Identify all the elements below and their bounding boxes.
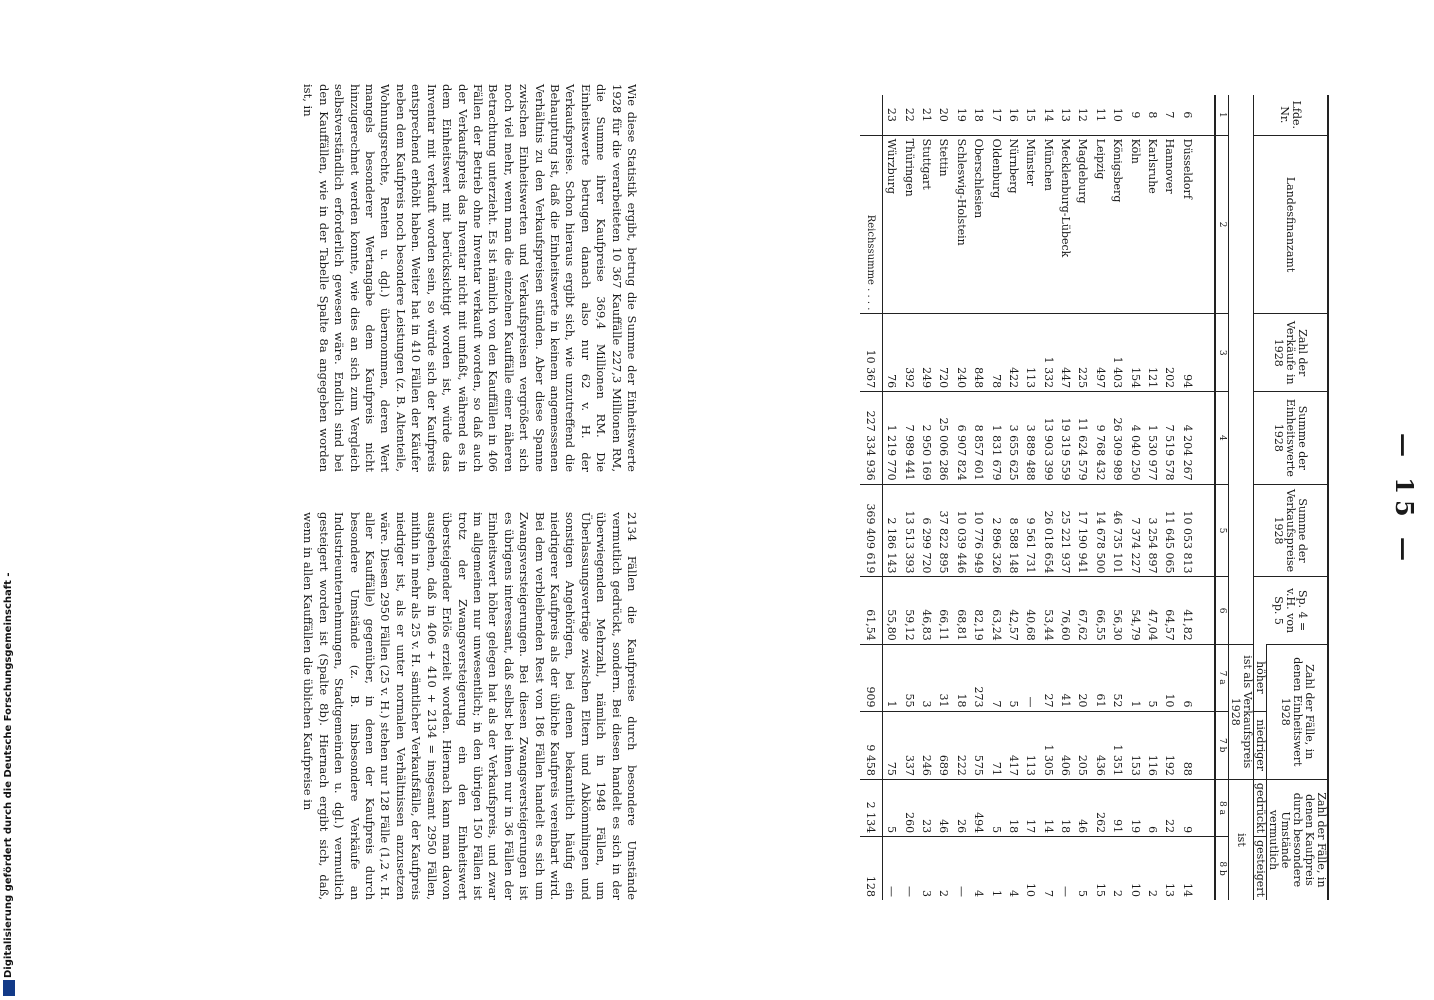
cell-c7b: 406 <box>1057 711 1074 779</box>
table-row <box>1109 95 1126 900</box>
cell-c5: 26 018 654 <box>1039 484 1056 577</box>
cell-c8b: 2 <box>1144 837 1161 900</box>
table-row <box>1074 95 1091 900</box>
cell-c5: 3 254 897 <box>1144 484 1161 577</box>
cell-c7a: 52 <box>1109 644 1126 711</box>
cell-c7b: 192 <box>1161 711 1178 779</box>
cell-c8b: 13 <box>1161 837 1178 900</box>
cell-nr: 6 <box>1180 111 1194 119</box>
cell-c4: 25 006 286 <box>935 392 952 485</box>
cell-c7a: 5 <box>1144 644 1161 711</box>
table-row <box>1144 95 1161 900</box>
header-nr: Lfde. Nr. <box>1254 95 1329 135</box>
cell-name: Magdeburg <box>1074 135 1091 314</box>
cell-c3: 76 <box>882 314 900 392</box>
table-row <box>882 95 900 900</box>
cell-c5: 17 190 941 <box>1074 484 1091 577</box>
cell-name: Karlsruhe <box>1144 135 1161 314</box>
header-zahl-faelle-kaufpreis: Zahl der Fälle, in denen Kaufpreis durch besondere Umstände vermutlich <box>1267 779 1329 900</box>
cell-name: Oberschlesien <box>970 135 987 314</box>
cell-c6: 47,04 <box>1144 577 1161 644</box>
cell-c4: 4 040 250 <box>1126 392 1143 485</box>
cell-nr: 11 <box>1093 107 1107 122</box>
cell-c3: 202 <box>1161 314 1178 392</box>
cell-c6: 82,19 <box>970 577 987 644</box>
cell-c7a: 20 <box>1074 644 1091 711</box>
cell-c8b: 15 <box>1092 837 1109 900</box>
cell-c7b: 113 <box>1022 711 1039 779</box>
cell-c7b: 689 <box>935 711 952 779</box>
sum-c5: 369 409 619 <box>860 484 883 577</box>
cell-c3: 848 <box>970 314 987 392</box>
sum-c3: 10 367 <box>860 314 883 392</box>
cell-c4: 13 903 399 <box>1039 392 1056 485</box>
sum-c7b: 9 458 <box>860 711 883 779</box>
cell-c4: 8 857 601 <box>970 392 987 485</box>
cell-c4: 1 530 977 <box>1144 392 1161 485</box>
cell-c8b: 7 <box>1039 837 1056 900</box>
cell-c8a: 262 <box>1092 779 1109 836</box>
table-row <box>987 95 1004 900</box>
cell-c7a: 273 <box>970 644 987 711</box>
cell-c8a: 91 <box>1109 779 1126 836</box>
header-prozent: Sp. 4 = v.H. von Sp. 5 <box>1254 577 1329 644</box>
cell-name: Stuttgart <box>918 135 935 314</box>
header-niedriger-label: niedriger <box>1254 719 1267 772</box>
table-row <box>918 95 935 900</box>
cell-name: Hannover <box>1161 135 1178 314</box>
cell-c6: 67,62 <box>1074 577 1091 644</box>
cell-name: Thüringen <box>900 135 917 314</box>
cell-name: Düsseldorf <box>1179 135 1215 314</box>
colnum-7a: 7 a <box>1215 644 1229 711</box>
colnum-7b: 7 b <box>1215 711 1229 779</box>
sum-label: Reichssumme . . . . <box>860 135 883 314</box>
cell-name: Münster <box>1022 135 1039 314</box>
cell-c7a: 31 <box>935 644 952 711</box>
cell-nr: 10 <box>1111 107 1125 122</box>
cell-name: Oldenburg <box>987 135 1004 314</box>
header-verkaufspreise: Summe der Verkaufspreise 1928 <box>1254 484 1329 577</box>
colnum-6: 6 <box>1215 577 1229 644</box>
cell-c8b: — <box>1057 837 1074 900</box>
cell-c7b: 153 <box>1126 711 1143 779</box>
cell-nr: 22 <box>902 107 916 122</box>
table-row <box>900 95 917 900</box>
colnum-1: 1 <box>1215 95 1229 135</box>
cell-c6: 54,79 <box>1126 577 1143 644</box>
cell-nr: 17 <box>989 107 1003 122</box>
cell-nr: 21 <box>919 107 933 122</box>
cell-c3: 121 <box>1144 314 1161 392</box>
footer-text: Digitalisierung gefördert durch die Deutsche Forschungsgemeinschaft - <box>3 572 14 978</box>
sum-c8b: 128 <box>860 837 883 900</box>
cell-c4: 4 204 267 <box>1179 392 1215 485</box>
table-row <box>1126 95 1143 900</box>
table-body <box>860 95 1215 900</box>
cell-nr: 14 <box>1041 107 1055 122</box>
cell-nr: 9 <box>1128 111 1142 119</box>
cell-c7a: 7 <box>987 644 1004 711</box>
cell-c6: 63,24 <box>987 577 1004 644</box>
cell-c7a: 27 <box>1039 644 1056 711</box>
cell-c8b: 5 <box>1074 837 1091 900</box>
cell-c7b: 71 <box>987 711 1004 779</box>
cell-c8a: 23 <box>918 779 935 836</box>
cell-c4: 9 768 432 <box>1092 392 1109 485</box>
cell-c7a: 1 <box>882 644 900 711</box>
cell-c7a: 61 <box>1092 644 1109 711</box>
cell-c4: 3 655 625 <box>1005 392 1022 485</box>
cell-c6: 76,60 <box>1057 577 1074 644</box>
table-row <box>1161 95 1178 900</box>
cell-c3: 422 <box>1005 314 1022 392</box>
colnum-8a: 8 a <box>1215 779 1229 836</box>
sum-c7a: 909 <box>860 644 883 711</box>
cell-c3: 497 <box>1092 314 1109 392</box>
header-zahl-faelle-einheitswert: Zahl der Fälle, in denen Einheitswert 1928 <box>1267 644 1329 779</box>
cell-c8a: 14 <box>1039 779 1056 836</box>
cell-c8a: 46 <box>935 779 952 836</box>
cell-c3: 94 <box>1179 314 1215 392</box>
cell-c3: 78 <box>987 314 1004 392</box>
cell-c5: 6 299 720 <box>918 484 935 577</box>
cell-c4: 19 319 559 <box>1057 392 1074 485</box>
cell-c8a: 9 <box>1179 779 1215 836</box>
cell-c7b: 246 <box>918 711 935 779</box>
header-gesteigert-label: gesteigert <box>1254 840 1267 897</box>
cell-c5: 9 561 731 <box>1022 484 1039 577</box>
cell-c8b: — <box>953 837 970 900</box>
sum-c8a: 2 134 <box>860 779 883 836</box>
colnum-3: 3 <box>1215 314 1229 392</box>
cell-c7b: 337 <box>900 711 917 779</box>
cell-c5: 14 678 500 <box>1092 484 1109 577</box>
digitization-footer <box>2 572 16 998</box>
cell-c8a: 6 <box>1144 779 1161 836</box>
cell-c4: 1 831 679 <box>987 392 1004 485</box>
cell-c7b: 116 <box>1144 711 1161 779</box>
cell-c7a: 41 <box>1057 644 1074 711</box>
cell-name: Köln <box>1126 135 1143 314</box>
header-landesfinanzamt: Landesfinanzamt <box>1254 135 1329 314</box>
cell-c7b: 1 351 <box>1109 711 1126 779</box>
cell-c4: 7 989 441 <box>900 392 917 485</box>
cell-c5: 37 822 895 <box>935 484 952 577</box>
cell-c8a: 18 <box>1057 779 1074 836</box>
text-column-right: 2134 Fällen die Kaufpreise durch besondere Umstände vermutlich gedrückt, sondern. Bei diesen handelt es sich in der überwiegenden Mehrzahl, nämlich in 1948 Fällen, um Überlassungsverträge zwischen Eltern und Abkömmlingen und sonstigen Angehörigen, bei denen bekanntlich häufig ein niedrigerer Kaufpreis als der übliche Kaufpreis vereinbart wird. Bei dem verbleibenden Rest von 186 Fällen handelt es sich um Zwangsversteigerungen. Bei diesen Zwangsversteigerungen ist es übrigens interessant, daß selbst bei ihnen nur in 36 Fällen der Einheitswert höher gelegen hat als der Verkaufspreis, und zwar im allgemeinen nur unwesentlich; in den übrigen 150 Fällen ist trotz der Zwangsversteigerung ein den Einheitswert übersteigender Erlös erzielt worden. Hiernach kann man davon ausgehen, daß in 406 + 410 + 2134 = insgesamt 2950 Fällen, mithin in mehr als 25 v. H. sämtlicher Verkaufsfälle, der Kaufpreis niedriger ist, als er unter normalen Verhältnissen anzusetzen wäre. Diesen 2950 Fällen (25 v. H.) stehen nur 128 Fälle (1,2 v. H. aller Kauffälle) gegenüber, in denen der Kaufpreis durch besondere Umstände (z. B. insbesondere Verkäufe an Industrieunternehmungen, Stadtgemeinden u. dgl.) vermutlich gesteigert worden ist (Spalte 8b). Hiernach ergibt sich, daß, wenn in allen Kauffällen die üblichen Kaufpreise in <box>301 512 639 900</box>
cell-c3: 225 <box>1074 314 1091 392</box>
colnum-2: 2 <box>1215 135 1229 314</box>
dfg-logo-icon <box>3 980 15 996</box>
table-row <box>970 95 987 900</box>
table-row <box>1039 95 1056 900</box>
cell-c8b: — <box>900 837 917 900</box>
table-row <box>1179 95 1215 900</box>
cell-c5: 10 053 813 <box>1179 484 1215 577</box>
table-row <box>935 95 952 900</box>
cell-name: Nürnberg <box>1005 135 1022 314</box>
cell-c6: 55,80 <box>882 577 900 644</box>
cell-c8b: 10 <box>1022 837 1039 900</box>
cell-name: Königsberg <box>1109 135 1126 314</box>
header-ist: ist <box>1229 779 1254 900</box>
cell-c4: 1 219 770 <box>882 392 900 485</box>
cell-c4: 26 309 989 <box>1109 392 1126 485</box>
cell-c8a: 5 <box>882 779 900 836</box>
cell-nr: 20 <box>937 107 951 122</box>
table-row <box>1092 95 1109 900</box>
header-zahl-verkaeufe: Zahl der Verkäufe in 1928 <box>1254 314 1329 392</box>
cell-nr: 8 <box>1146 111 1160 119</box>
cell-c7a: 3 <box>918 644 935 711</box>
cell-c8b: — <box>882 837 900 900</box>
cell-c3: 154 <box>1126 314 1143 392</box>
cell-c8a: 19 <box>1126 779 1143 836</box>
cell-c8a: 22 <box>1161 779 1178 836</box>
statistics-table <box>860 95 1329 900</box>
cell-c4: 11 624 579 <box>1074 392 1091 485</box>
cell-c4: 7 519 578 <box>1161 392 1178 485</box>
cell-c6: 66,55 <box>1092 577 1109 644</box>
header-niedriger <box>1254 711 1267 779</box>
sum-row <box>860 95 883 900</box>
cell-c4: 3 889 488 <box>1022 392 1039 485</box>
cell-c7b: 417 <box>1005 711 1022 779</box>
cell-c8b: 2 <box>935 837 952 900</box>
cell-c6: 59,12 <box>900 577 917 644</box>
cell-c8a: 18 <box>1005 779 1022 836</box>
cell-name: Stettin <box>935 135 952 314</box>
cell-c5: 13 513 393 <box>900 484 917 577</box>
sum-c4: 227 334 936 <box>860 392 883 485</box>
cell-c8b: 2 <box>1109 837 1126 900</box>
cell-c7b: 75 <box>882 711 900 779</box>
cell-c3: 392 <box>900 314 917 392</box>
cell-nr: 7 <box>1163 111 1177 119</box>
cell-c6: 56,30 <box>1109 577 1126 644</box>
cell-c3: 113 <box>1022 314 1039 392</box>
cell-c5: 11 645 065 <box>1161 484 1178 577</box>
cell-c8a: 46 <box>1074 779 1091 836</box>
cell-c6: 66,11 <box>935 577 952 644</box>
cell-nr: 12 <box>1076 107 1090 122</box>
cell-c8a: 260 <box>900 779 917 836</box>
cell-c8b: 10 <box>1126 837 1143 900</box>
cell-c6: 42,57 <box>1005 577 1022 644</box>
cell-c5: 10 776 949 <box>970 484 987 577</box>
cell-c5: 46 735 101 <box>1109 484 1126 577</box>
cell-c6: 46,83 <box>918 577 935 644</box>
cell-nr: 23 <box>885 107 899 122</box>
cell-c5: 8 588 148 <box>1005 484 1022 577</box>
cell-c6: 68,81 <box>953 577 970 644</box>
table-row <box>1057 95 1074 900</box>
cell-c7b: 205 <box>1074 711 1091 779</box>
cell-c7b: 1 305 <box>1039 711 1056 779</box>
cell-c8b: 1 <box>987 837 1004 900</box>
cell-c7a: 6 <box>1179 644 1215 711</box>
cell-c7a: — <box>1022 644 1039 711</box>
cell-c3: 240 <box>953 314 970 392</box>
cell-c7a: 1 <box>1126 644 1143 711</box>
cell-nr: 15 <box>1024 107 1038 122</box>
cell-c6: 64,57 <box>1161 577 1178 644</box>
cell-c7b: 88 <box>1179 711 1215 779</box>
cell-c5: 10 039 446 <box>953 484 970 577</box>
cell-c8a: 5 <box>987 779 1004 836</box>
cell-nr: 13 <box>1059 107 1073 122</box>
cell-c6: 53,44 <box>1039 577 1056 644</box>
cell-c3: 720 <box>935 314 952 392</box>
cell-c7a: 5 <box>1005 644 1022 711</box>
colnum-5: 5 <box>1215 484 1229 577</box>
cell-c7b: 575 <box>970 711 987 779</box>
cell-c8b: 4 <box>1005 837 1022 900</box>
cell-name: Würzburg <box>882 135 900 314</box>
cell-name: Schleswig-Holstein <box>953 135 970 314</box>
cell-c6: 40,68 <box>1022 577 1039 644</box>
cell-c6: 41,82 <box>1179 577 1215 644</box>
cell-c8b: 14 <box>1179 837 1215 900</box>
cell-c3: 447 <box>1057 314 1074 392</box>
header-hoeher-label: höher <box>1254 661 1267 694</box>
sum-c6: 61,54 <box>860 577 883 644</box>
header-hoeher <box>1254 644 1267 711</box>
cell-c8a: 26 <box>953 779 970 836</box>
cell-nr: 19 <box>954 107 968 122</box>
header-einheitswerte: Summe der Einheitswerte 1928 <box>1254 392 1329 485</box>
cell-nr: 16 <box>1006 107 1020 122</box>
cell-c7b: 436 <box>1092 711 1109 779</box>
page-number: — 15 — <box>1390 432 1419 568</box>
colnum-4: 4 <box>1215 392 1229 485</box>
cell-sum-blank <box>860 95 883 135</box>
cell-name: Mecklenburg-Lübeck <box>1057 135 1074 314</box>
cell-c8a: 494 <box>970 779 987 836</box>
cell-name: München <box>1039 135 1056 314</box>
table-row <box>953 95 970 900</box>
cell-c7a: 10 <box>1161 644 1178 711</box>
cell-name: Leipzig <box>1092 135 1109 314</box>
cell-c3: 249 <box>918 314 935 392</box>
header-gedrueckt-label: gedrückt <box>1254 782 1267 834</box>
cell-c4: 6 907 824 <box>953 392 970 485</box>
text-column-left: Wie diese Statistik ergibt, betrug die Summe der Einheitswerte 1928 für die verarbeiteten 10 367 Kauffälle 227,3 Millionen RM, die Summe ihrer Kaufpreise 369,4 Millionen RM. Die Einheitswerte betrugen danach also nur 62 v. H. der Verkaufspreise. Schon hieraus ergibt sich, wie unzutreffend die Behauptung ist, daß die Einheitswerte in keinem angemessenen Verhältnis zu den Verkaufspreisen stünden. Aber diese Spanne zwischen Einheitswerten und Verkaufspreisen vergrößert sich noch viel mehr, wenn man die einzelnen Kauffälle einer näheren Betrachtung unterzieht. Es ist nämlich von den Kauffällen in 406 Fällen der Betrieb ohne Inventar verkauft worden, so daß auch der Verkaufspreis das Inventar nicht mit umfaßt, während es in dem Einheitswert mit berücksichtigt worden ist, würde das Inventar mit verkauft worden sein, so würde sich der Kaufpreis entsprechend erhöht haben. Weiter hat in 410 Fällen der Käufer neben dem Kaufpreis noch besondere Leistungen (z. B. Altenteile, Wohnungsrechte, Renten u. dgl.) übernommen, deren Wert mangels besonderer Wertangabe dem Kaufpreis nicht hinzugerechnet werden konnte, wie dies an sich zum Vergleich selbstverständlich erforderlich gewesen wäre. Endlich sind bei den Kauffällen, wie in der Tabelle Spalte 8a angegeben worden ist, in <box>301 84 639 472</box>
table-row <box>1005 95 1022 900</box>
cell-c7a: 18 <box>953 644 970 711</box>
cell-c7a: 55 <box>900 644 917 711</box>
header-gesteigert <box>1254 837 1267 900</box>
cell-c8b: 4 <box>970 837 987 900</box>
cell-c5: 7 374 227 <box>1126 484 1143 577</box>
header-gedrueckt <box>1254 779 1267 836</box>
cell-c4: 2 950 169 <box>918 392 935 485</box>
header-ist-als-verkaufspreis: ist als Verkaufspreis 1928 <box>1229 644 1254 779</box>
colnum-8b: 8 b <box>1215 837 1229 900</box>
cell-c8a: 17 <box>1022 779 1039 836</box>
cell-c5: 25 221 937 <box>1057 484 1074 577</box>
table-row <box>1022 95 1039 900</box>
cell-c3: 1 403 <box>1109 314 1126 392</box>
cell-c8b: 3 <box>918 837 935 900</box>
cell-c5: 2 186 143 <box>882 484 900 577</box>
cell-c7b: 222 <box>953 711 970 779</box>
cell-c5: 2 896 326 <box>987 484 1004 577</box>
cell-nr: 18 <box>972 107 986 122</box>
cell-c3: 1 332 <box>1039 314 1056 392</box>
